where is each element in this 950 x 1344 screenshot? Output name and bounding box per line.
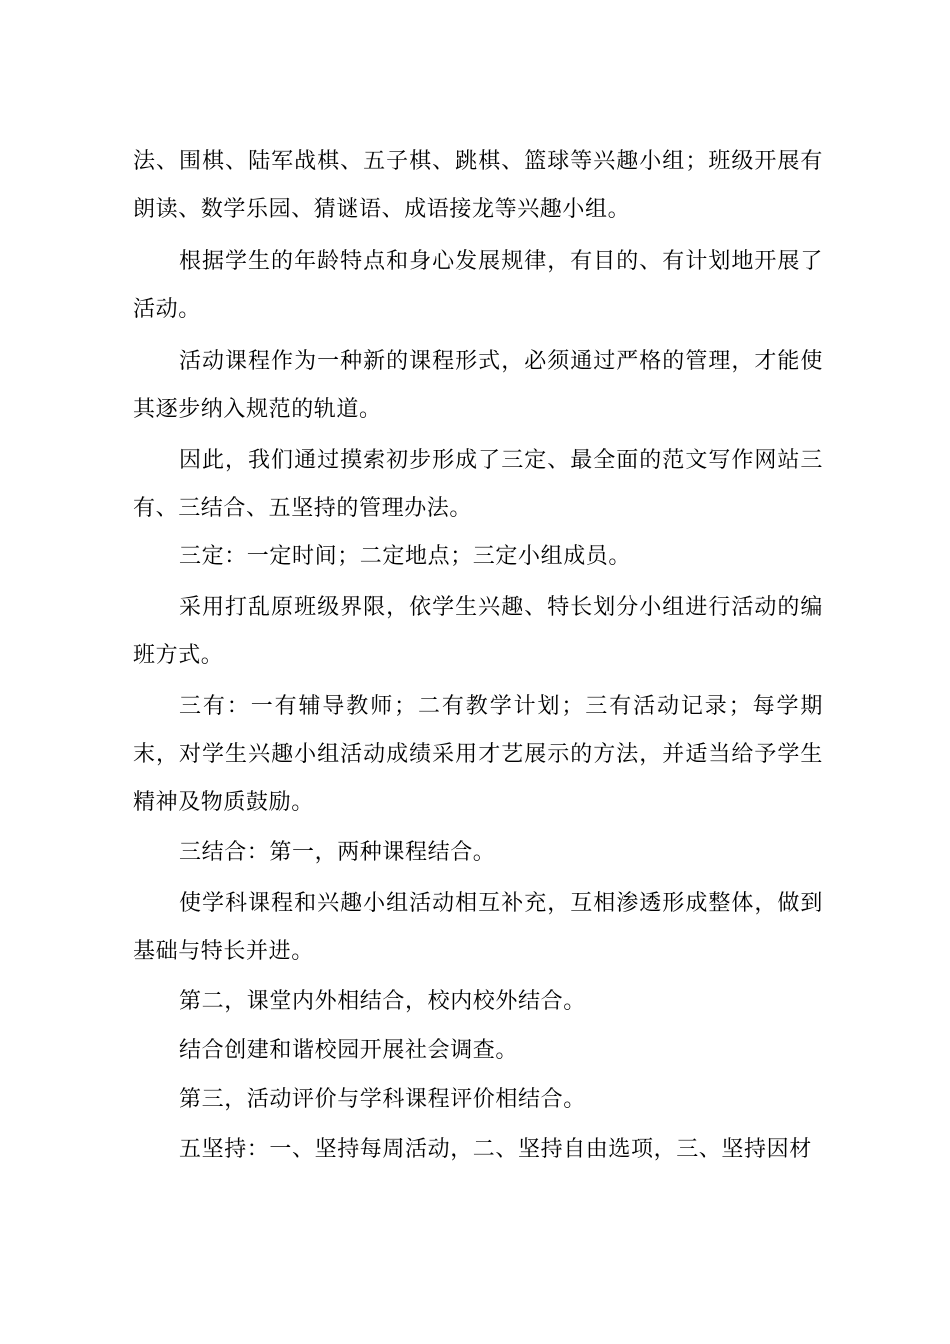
paragraph-interest-groups: 法、围棋、陆军战棋、五子棋、跳棋、篮球等兴趣小组；班级开展有朗读、数学乐园、猜谜语、成语接龙等兴趣小组。 — [133, 149, 823, 222]
paragraph-activity-curriculum: 活动课程作为一种新的课程形式，必须通过严格的管理，才能使其逐步纳入规范的轨道。 — [133, 349, 823, 422]
paragraph-subject-integration: 使学科课程和兴趣小组活动相互补充，互相渗透形成整体，做到基础与特长并进。 — [133, 891, 823, 964]
paragraph-three-fixed: 三定：一定时间；二定地点；三定小组成员。 — [179, 544, 632, 569]
paragraph-age-characteristics: 根据学生的年龄特点和身心发展规律，有目的、有计划地开展了活动。 — [133, 249, 823, 322]
paragraph-third-combination: 第三，活动评价与学科课程评价相结合。 — [179, 1087, 586, 1112]
paragraph-three-haves: 三有：一有辅导教师；二有教学计划；三有活动记录；每学期末，对学生兴趣小组活动成绩采用才艺展示的方法，并适当给予学生精神及物质鼓励。 — [133, 694, 823, 815]
paragraph-second-combination: 第二，课堂内外相结合，校内校外结合。 — [179, 989, 586, 1014]
paragraph-management-method: 因此，我们通过摸索初步形成了三定、最全面的范文写作网站三有、三结合、五坚持的管理办法。 — [133, 448, 823, 521]
paragraph-three-combinations: 三结合：第一，两种课程结合。 — [179, 840, 496, 865]
paragraph-class-grouping: 采用打乱原班级界限，依学生兴趣、特长划分小组进行活动的编班方式。 — [133, 595, 823, 668]
paragraph-five-persistences: 五坚持：一、坚持每周活动，二、坚持自由选项，三、坚持因材 — [179, 1137, 812, 1162]
paragraph-social-survey: 结合创建和谐校园开展社会调查。 — [179, 1038, 519, 1063]
